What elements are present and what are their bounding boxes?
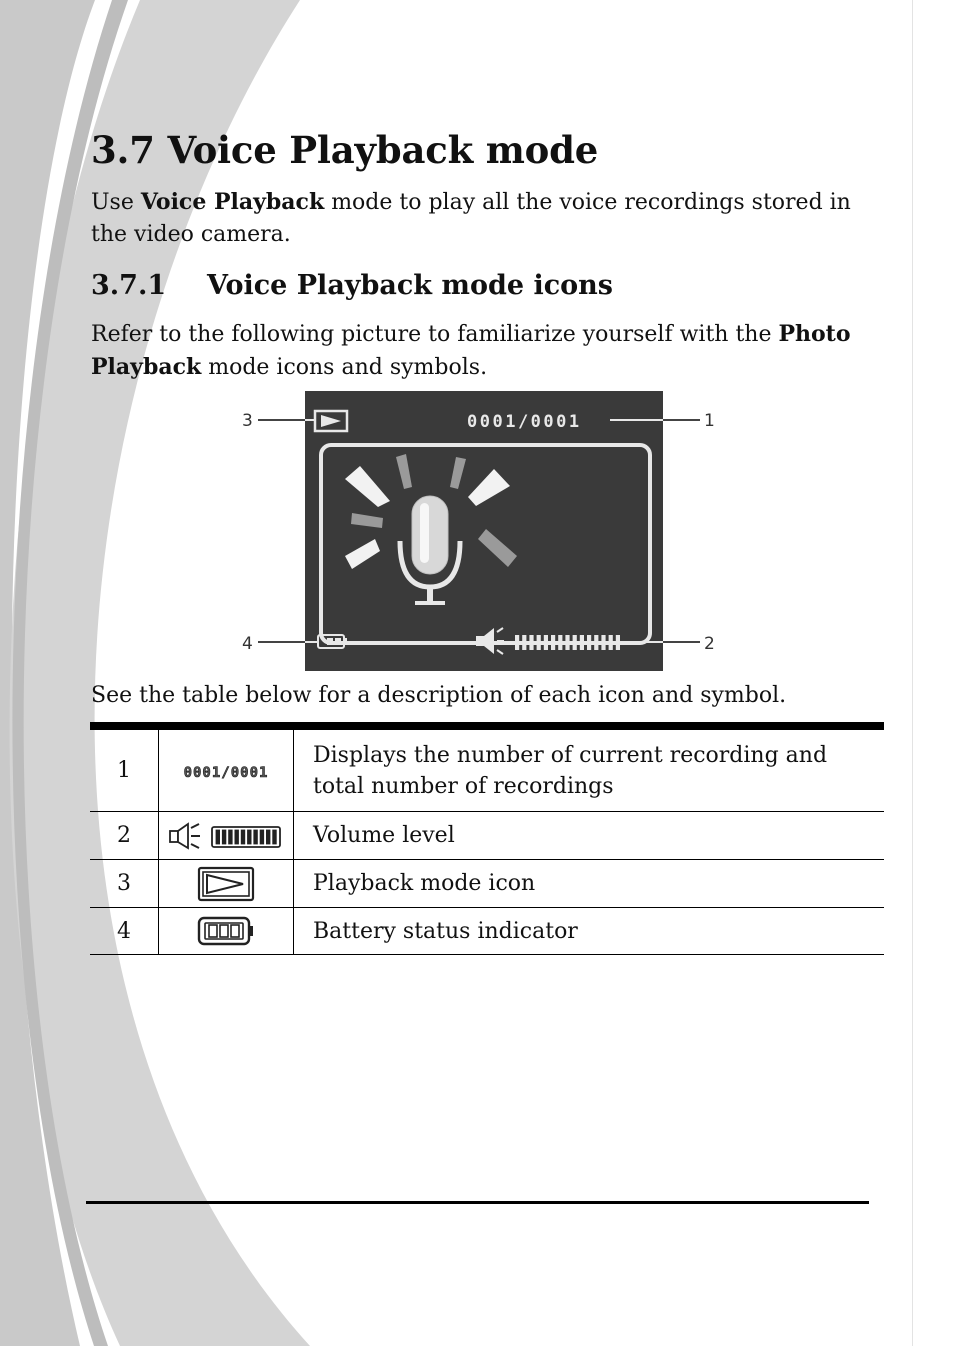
- footer-rule: [86, 1201, 869, 1204]
- row-description: Playback mode icon: [294, 860, 885, 908]
- volume-bar: [544, 635, 548, 650]
- volume-bar: [601, 635, 605, 650]
- volume-bar: [529, 635, 533, 650]
- screen-background: [305, 391, 663, 671]
- table-row: [90, 726, 884, 812]
- row-number: 3: [90, 860, 159, 908]
- screen-counter: 0001/0001: [467, 412, 582, 432]
- svg-text:0001/0001: 0001/0001: [183, 764, 269, 781]
- volume-bar: [222, 830, 226, 844]
- volume-bar: [260, 830, 264, 844]
- volume-bar: [235, 830, 239, 844]
- section-heading: 3.7 Voice Playback mode: [91, 128, 599, 172]
- row-description: Displays the number of current recording and total number of recordings: [294, 726, 885, 812]
- subsection-intro: Refer to the following picture to familiarize yourself with the Photo Playback mode icons and symbols.: [91, 321, 851, 380]
- table-row: [90, 908, 884, 955]
- callout-1: 1: [704, 411, 715, 431]
- icon-table: [90, 722, 884, 955]
- playback-mode-icon: [159, 860, 294, 908]
- row-number: 4: [90, 908, 159, 955]
- table-row: [90, 812, 884, 860]
- volume-bar: [594, 635, 598, 650]
- battery-icon: [159, 908, 294, 955]
- volume-bar: [537, 635, 541, 650]
- volume-bar: [587, 635, 591, 650]
- table-row: [90, 860, 884, 908]
- subsection-title: Voice Playback mode icons: [207, 270, 613, 301]
- row-description: Battery status indicator: [294, 908, 885, 955]
- voice-playback-screen: [240, 391, 720, 671]
- callout-2: 2: [704, 634, 715, 654]
- volume-bar: [580, 635, 584, 650]
- volume-bar: [565, 635, 569, 650]
- volume-bar: [229, 830, 233, 844]
- callout-3: 3: [242, 411, 253, 431]
- row-number: 2: [90, 812, 159, 860]
- counter-icon: [159, 726, 294, 812]
- screen-volume-bars: [515, 635, 620, 650]
- volume-bar: [266, 830, 270, 844]
- subsection-heading: [91, 270, 613, 301]
- volume-icon: [159, 812, 294, 860]
- volume-bar: [273, 830, 277, 844]
- volume-bar: [616, 635, 620, 650]
- volume-bar: [558, 635, 562, 650]
- volume-bar: [216, 830, 220, 844]
- volume-bar: [522, 635, 526, 650]
- callout-4: 4: [242, 634, 253, 654]
- volume-bar: [573, 635, 577, 650]
- row-number: 1: [90, 726, 159, 812]
- volume-bar: [609, 635, 613, 650]
- volume-bar: [551, 635, 555, 650]
- subsection-number: 3.7.1: [91, 270, 167, 301]
- volume-bar: [248, 830, 252, 844]
- section-intro: Use Voice Playback mode to play all the voice recordings stored in the video camera.: [91, 189, 851, 247]
- volume-bar: [241, 830, 245, 844]
- volume-bar: [515, 635, 519, 650]
- volume-bar: [254, 830, 258, 844]
- table-intro: See the table below for a description of each icon and symbol.: [91, 683, 787, 708]
- row-description: Volume level: [294, 812, 885, 860]
